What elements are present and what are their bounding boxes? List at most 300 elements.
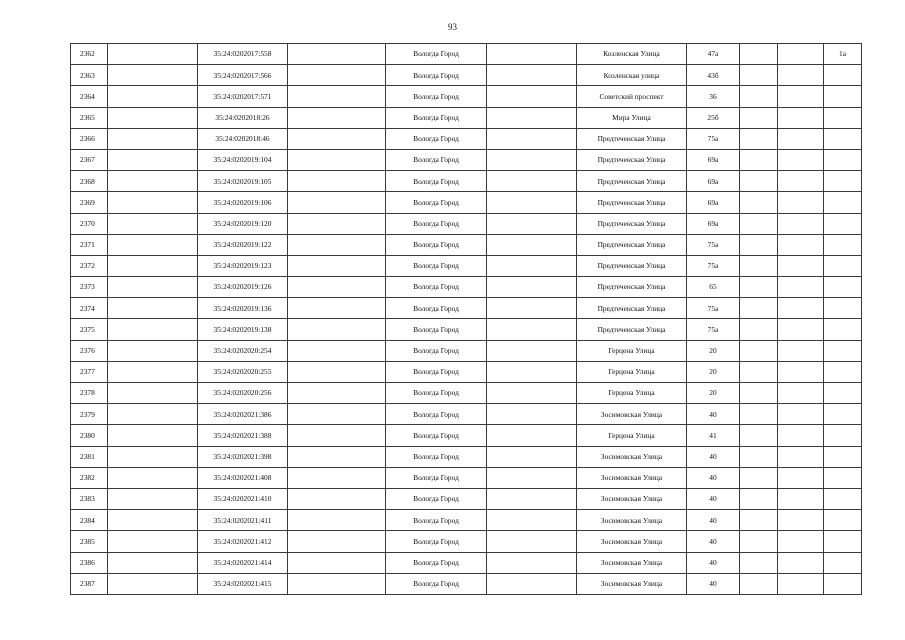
blank-cell [487, 531, 577, 552]
blank-cell [108, 319, 198, 340]
blank-cell [487, 149, 577, 170]
blank-cell [288, 552, 386, 573]
blank-cell [778, 86, 824, 107]
blank-cell [108, 552, 198, 573]
blank-cell [778, 404, 824, 425]
table-row [71, 86, 862, 107]
street-cell: Предтеченская Улица [577, 319, 687, 340]
blank-cell [108, 86, 198, 107]
city-cell: Вологда Город [386, 552, 487, 573]
street-cell: Предтеченская Улица [577, 277, 687, 298]
blank-cell [740, 65, 778, 86]
cadastral-number-cell: 35:24:0202021:408 [198, 467, 288, 488]
blank-cell [740, 404, 778, 425]
cadastral-number-cell: 35:24:0202021:414 [198, 552, 288, 573]
city-cell: Вологда Город [386, 149, 487, 170]
blank-cell [778, 234, 824, 255]
cadastral-number-cell: 35:24:0202019:105 [198, 171, 288, 192]
blank-cell [487, 510, 577, 531]
extra-cell [824, 149, 862, 170]
row-number-cell: 2380 [71, 425, 108, 446]
city-cell: Вологда Город [386, 531, 487, 552]
street-cell: Зосимовская Улица [577, 552, 687, 573]
house-number-cell: 69а [687, 171, 740, 192]
registry-body [71, 44, 862, 595]
extra-cell [824, 298, 862, 319]
cadastral-number-cell: 35:24:0202020:254 [198, 340, 288, 361]
house-number-cell: 40 [687, 531, 740, 552]
blank-cell [108, 425, 198, 446]
house-number-cell: 69а [687, 149, 740, 170]
city-cell: Вологда Город [386, 404, 487, 425]
blank-cell [740, 171, 778, 192]
blank-cell [487, 340, 577, 361]
street-cell: Герцена Улица [577, 383, 687, 404]
table-row [71, 573, 862, 594]
house-number-cell: 47а [687, 44, 740, 65]
blank-cell [108, 277, 198, 298]
cadastral-number-cell: 35:24:0202021:411 [198, 510, 288, 531]
blank-cell [108, 361, 198, 382]
blank-cell [288, 531, 386, 552]
city-cell: Вологда Город [386, 171, 487, 192]
table-row [71, 446, 862, 467]
blank-cell [778, 361, 824, 382]
table-row [71, 488, 862, 509]
table-row [71, 149, 862, 170]
cadastral-number-cell: 35:24:0202017:558 [198, 44, 288, 65]
blank-cell [108, 510, 198, 531]
blank-cell [487, 552, 577, 573]
table-row [71, 340, 862, 361]
blank-cell [288, 234, 386, 255]
blank-cell [778, 467, 824, 488]
blank-cell [740, 298, 778, 319]
blank-cell [288, 86, 386, 107]
blank-cell [487, 213, 577, 234]
blank-cell [740, 86, 778, 107]
cadastral-number-cell: 35:24:0202018:46 [198, 128, 288, 149]
row-number-cell: 2375 [71, 319, 108, 340]
blank-cell [288, 404, 386, 425]
blank-cell [740, 531, 778, 552]
blank-cell [740, 340, 778, 361]
street-cell: Предтеченская Улица [577, 234, 687, 255]
blank-cell [288, 128, 386, 149]
blank-cell [108, 107, 198, 128]
street-cell: Предтеченская Улица [577, 171, 687, 192]
blank-cell [778, 128, 824, 149]
blank-cell [778, 488, 824, 509]
registry-table [70, 43, 862, 595]
house-number-cell: 75а [687, 128, 740, 149]
house-number-cell: 40 [687, 488, 740, 509]
row-number-cell: 2384 [71, 510, 108, 531]
blank-cell [108, 44, 198, 65]
extra-cell [824, 404, 862, 425]
blank-cell [487, 361, 577, 382]
blank-cell [740, 510, 778, 531]
blank-cell [108, 404, 198, 425]
table-row [71, 107, 862, 128]
blank-cell [487, 573, 577, 594]
street-cell: Зосимовская Улица [577, 404, 687, 425]
blank-cell [487, 44, 577, 65]
blank-cell [778, 149, 824, 170]
city-cell: Вологда Город [386, 86, 487, 107]
extra-cell [824, 510, 862, 531]
blank-cell [487, 404, 577, 425]
blank-cell [487, 171, 577, 192]
city-cell: Вологда Город [386, 128, 487, 149]
city-cell: Вологда Город [386, 298, 487, 319]
city-cell: Вологда Город [386, 107, 487, 128]
blank-cell [778, 171, 824, 192]
blank-cell [108, 531, 198, 552]
street-cell: Предтеченская Улица [577, 128, 687, 149]
extra-cell [824, 340, 862, 361]
blank-cell [288, 425, 386, 446]
blank-cell [740, 277, 778, 298]
table-row [71, 404, 862, 425]
extra-cell: 1а [824, 44, 862, 65]
row-number-cell: 2374 [71, 298, 108, 319]
blank-cell [778, 213, 824, 234]
blank-cell [487, 128, 577, 149]
blank-cell [108, 128, 198, 149]
blank-cell [288, 149, 386, 170]
row-number-cell: 2372 [71, 255, 108, 276]
blank-cell [108, 340, 198, 361]
house-number-cell: 65 [687, 277, 740, 298]
street-cell: Зосимовская Улица [577, 531, 687, 552]
table-row [71, 531, 862, 552]
extra-cell [824, 446, 862, 467]
blank-cell [778, 531, 824, 552]
blank-cell [740, 234, 778, 255]
blank-cell [108, 213, 198, 234]
cadastral-number-cell: 35:24:0202021:386 [198, 404, 288, 425]
row-number-cell: 2376 [71, 340, 108, 361]
blank-cell [740, 107, 778, 128]
house-number-cell: 36 [687, 86, 740, 107]
city-cell: Вологда Город [386, 192, 487, 213]
row-number-cell: 2382 [71, 467, 108, 488]
blank-cell [288, 361, 386, 382]
street-cell: Зосимовская Улица [577, 446, 687, 467]
blank-cell [740, 319, 778, 340]
city-cell: Вологда Город [386, 255, 487, 276]
blank-cell [487, 488, 577, 509]
city-cell: Вологда Город [386, 319, 487, 340]
row-number-cell: 2381 [71, 446, 108, 467]
table-row [71, 44, 862, 65]
blank-cell [288, 277, 386, 298]
street-cell: Козленская Улица [577, 44, 687, 65]
house-number-cell: 40 [687, 404, 740, 425]
table-row [71, 467, 862, 488]
blank-cell [288, 573, 386, 594]
extra-cell [824, 107, 862, 128]
table-row [71, 383, 862, 404]
blank-cell [778, 383, 824, 404]
blank-cell [108, 65, 198, 86]
city-cell: Вологда Город [386, 44, 487, 65]
row-number-cell: 2371 [71, 234, 108, 255]
cadastral-number-cell: 35:24:0202020:255 [198, 361, 288, 382]
city-cell: Вологда Город [386, 65, 487, 86]
row-number-cell: 2385 [71, 531, 108, 552]
extra-cell [824, 171, 862, 192]
extra-cell [824, 383, 862, 404]
blank-cell [288, 44, 386, 65]
blank-cell [108, 488, 198, 509]
city-cell: Вологда Город [386, 573, 487, 594]
row-number-cell: 2365 [71, 107, 108, 128]
city-cell: Вологда Город [386, 213, 487, 234]
cadastral-number-cell: 35:24:0202019:120 [198, 213, 288, 234]
house-number-cell: 75а [687, 298, 740, 319]
extra-cell [824, 192, 862, 213]
blank-cell [288, 383, 386, 404]
table-row [71, 298, 862, 319]
street-cell: Зосимовская Улица [577, 573, 687, 594]
house-number-cell: 20 [687, 361, 740, 382]
table-row [71, 128, 862, 149]
table-row [71, 234, 862, 255]
blank-cell [288, 446, 386, 467]
extra-cell [824, 552, 862, 573]
row-number-cell: 2377 [71, 361, 108, 382]
blank-cell [288, 107, 386, 128]
street-cell: Зосимовская Улица [577, 510, 687, 531]
blank-cell [487, 86, 577, 107]
blank-cell [108, 171, 198, 192]
row-number-cell: 2364 [71, 86, 108, 107]
blank-cell [740, 128, 778, 149]
blank-cell [487, 234, 577, 255]
blank-cell [778, 425, 824, 446]
house-number-cell: 20 [687, 383, 740, 404]
extra-cell [824, 319, 862, 340]
extra-cell [824, 65, 862, 86]
table-row [71, 319, 862, 340]
blank-cell [288, 213, 386, 234]
blank-cell [487, 383, 577, 404]
blank-cell [778, 255, 824, 276]
house-number-cell: 75а [687, 255, 740, 276]
city-cell: Вологда Город [386, 383, 487, 404]
cadastral-number-cell: 35:24:0202017:566 [198, 65, 288, 86]
blank-cell [288, 298, 386, 319]
row-number-cell: 2370 [71, 213, 108, 234]
street-cell: Предтеченская Улица [577, 298, 687, 319]
blank-cell [740, 255, 778, 276]
row-number-cell: 2386 [71, 552, 108, 573]
extra-cell [824, 128, 862, 149]
street-cell: Предтеченская Улица [577, 255, 687, 276]
cadastral-number-cell: 35:24:0202019:106 [198, 192, 288, 213]
blank-cell [288, 467, 386, 488]
blank-cell [487, 255, 577, 276]
blank-cell [740, 44, 778, 65]
cadastral-number-cell: 35:24:0202021:410 [198, 488, 288, 509]
city-cell: Вологда Город [386, 446, 487, 467]
cadastral-number-cell: 35:24:0202018:26 [198, 107, 288, 128]
blank-cell [288, 255, 386, 276]
street-cell: Советский проспект [577, 86, 687, 107]
blank-cell [740, 383, 778, 404]
blank-cell [487, 65, 577, 86]
row-number-cell: 2363 [71, 65, 108, 86]
city-cell: Вологда Город [386, 510, 487, 531]
extra-cell [824, 531, 862, 552]
blank-cell [108, 149, 198, 170]
blank-cell [108, 192, 198, 213]
extra-cell [824, 86, 862, 107]
street-cell: Зосимовская Улица [577, 488, 687, 509]
street-cell: Мира Улица [577, 107, 687, 128]
house-number-cell: 40 [687, 467, 740, 488]
house-number-cell: 75а [687, 319, 740, 340]
house-number-cell: 69а [687, 213, 740, 234]
house-number-cell: 20 [687, 340, 740, 361]
cadastral-number-cell: 35:24:0202019:126 [198, 277, 288, 298]
cadastral-number-cell: 35:24:0202021:388 [198, 425, 288, 446]
blank-cell [288, 488, 386, 509]
blank-cell [778, 552, 824, 573]
blank-cell [740, 467, 778, 488]
extra-cell [824, 425, 862, 446]
table-row [71, 255, 862, 276]
blank-cell [740, 552, 778, 573]
blank-cell [778, 107, 824, 128]
extra-cell [824, 467, 862, 488]
city-cell: Вологда Город [386, 234, 487, 255]
house-number-cell: 25б [687, 107, 740, 128]
blank-cell [740, 573, 778, 594]
extra-cell [824, 361, 862, 382]
house-number-cell: 43б [687, 65, 740, 86]
blank-cell [778, 340, 824, 361]
blank-cell [108, 573, 198, 594]
house-number-cell: 41 [687, 425, 740, 446]
cadastral-number-cell: 35:24:0202021:415 [198, 573, 288, 594]
blank-cell [740, 488, 778, 509]
extra-cell [824, 573, 862, 594]
blank-cell [108, 298, 198, 319]
street-cell: Герцена Улица [577, 425, 687, 446]
blank-cell [778, 44, 824, 65]
table-row [71, 552, 862, 573]
blank-cell [778, 510, 824, 531]
blank-cell [487, 192, 577, 213]
blank-cell [108, 467, 198, 488]
blank-cell [778, 446, 824, 467]
street-cell: Предтеченская Улица [577, 149, 687, 170]
city-cell: Вологда Город [386, 340, 487, 361]
house-number-cell: 40 [687, 552, 740, 573]
row-number-cell: 2378 [71, 383, 108, 404]
blank-cell [487, 319, 577, 340]
blank-cell [778, 65, 824, 86]
city-cell: Вологда Город [386, 277, 487, 298]
cadastral-number-cell: 35:24:0202021:398 [198, 446, 288, 467]
table-row [71, 510, 862, 531]
blank-cell [778, 298, 824, 319]
row-number-cell: 2368 [71, 171, 108, 192]
blank-cell [740, 149, 778, 170]
blank-cell [740, 446, 778, 467]
city-cell: Вологда Город [386, 361, 487, 382]
extra-cell [824, 234, 862, 255]
street-cell: Предтеченская Улица [577, 192, 687, 213]
house-number-cell: 75а [687, 234, 740, 255]
blank-cell [487, 446, 577, 467]
row-number-cell: 2383 [71, 488, 108, 509]
street-cell: Зосимовская Улица [577, 467, 687, 488]
blank-cell [778, 319, 824, 340]
house-number-cell: 40 [687, 446, 740, 467]
blank-cell [487, 425, 577, 446]
blank-cell [487, 277, 577, 298]
blank-cell [778, 277, 824, 298]
extra-cell [824, 255, 862, 276]
street-cell: Предтеченская Улица [577, 213, 687, 234]
row-number-cell: 2362 [71, 44, 108, 65]
extra-cell [824, 488, 862, 509]
table-row [71, 361, 862, 382]
blank-cell [487, 107, 577, 128]
blank-cell [288, 319, 386, 340]
cadastral-number-cell: 35:24:0202019:122 [198, 234, 288, 255]
street-cell: Козленская улица [577, 65, 687, 86]
blank-cell [108, 255, 198, 276]
blank-cell [288, 510, 386, 531]
row-number-cell: 2379 [71, 404, 108, 425]
blank-cell [108, 234, 198, 255]
cadastral-number-cell: 35:24:0202021:412 [198, 531, 288, 552]
row-number-cell: 2387 [71, 573, 108, 594]
blank-cell [778, 192, 824, 213]
blank-cell [487, 467, 577, 488]
cadastral-number-cell: 35:24:0202019:104 [198, 149, 288, 170]
city-cell: Вологда Город [386, 425, 487, 446]
blank-cell [108, 383, 198, 404]
blank-cell [288, 192, 386, 213]
house-number-cell: 40 [687, 510, 740, 531]
cadastral-number-cell: 35:24:0202019:123 [198, 255, 288, 276]
cadastral-number-cell: 35:24:0202017:571 [198, 86, 288, 107]
blank-cell [740, 192, 778, 213]
street-cell: Герцена Улица [577, 340, 687, 361]
row-number-cell: 2373 [71, 277, 108, 298]
cadastral-number-cell: 35:24:0202020:256 [198, 383, 288, 404]
table-row [71, 65, 862, 86]
blank-cell [288, 171, 386, 192]
house-number-cell: 40 [687, 573, 740, 594]
extra-cell [824, 213, 862, 234]
blank-cell [740, 425, 778, 446]
row-number-cell: 2367 [71, 149, 108, 170]
page-number: 93 [448, 22, 457, 32]
cadastral-number-cell: 35:24:0202019:136 [198, 298, 288, 319]
blank-cell [740, 213, 778, 234]
blank-cell [740, 361, 778, 382]
blank-cell [108, 446, 198, 467]
city-cell: Вологда Город [386, 488, 487, 509]
row-number-cell: 2366 [71, 128, 108, 149]
